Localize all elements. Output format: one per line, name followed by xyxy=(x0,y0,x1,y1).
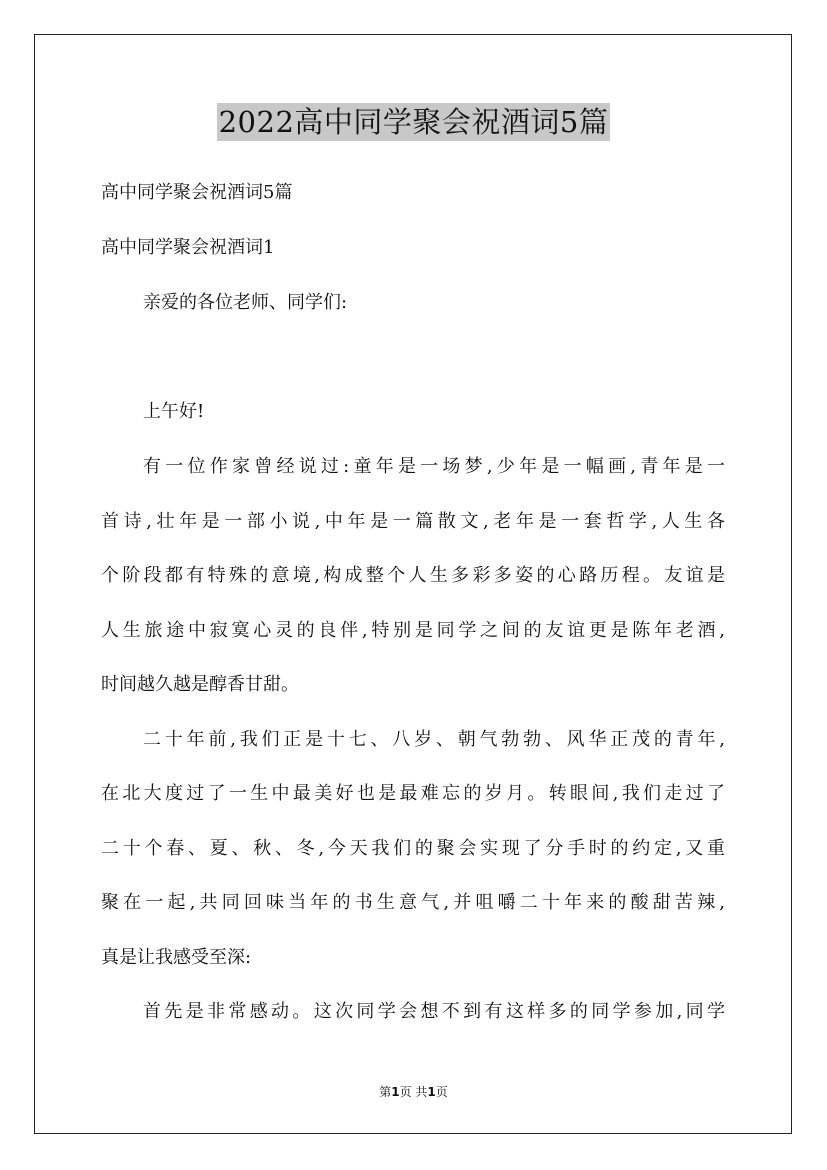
paragraph-line: 个阶段都有特殊的意境,构成整个人生多彩多姿的心路历程。友谊是 xyxy=(101,565,725,586)
paragraph-line: 人生旅途中寂寞心灵的良伴,特别是同学之间的友谊更是陈年老酒, xyxy=(101,620,725,641)
paragraph-line: 聚在一起,共同回味当年的书生意气,并咀嚼二十年来的酸甜苦辣, xyxy=(101,892,725,913)
title-wrap xyxy=(0,103,827,141)
paragraph-line: 时间越久越是醇香甘甜。 xyxy=(101,674,299,695)
page-footer xyxy=(0,1084,827,1100)
footer-page-suffix: 页 xyxy=(435,1085,448,1099)
paragraph-line: 二十个春、夏、秋、冬,今天我们的聚会实现了分手时的约定,又重 xyxy=(101,838,725,859)
paragraph-line: 二十年前,我们正是十七、八岁、朝气勃勃、风华正茂的青年, xyxy=(143,729,725,750)
footer-page-prefix: 第 xyxy=(379,1085,392,1099)
paragraph-line: 真是让我感受至深: xyxy=(101,947,252,968)
footer-page-total: 1 xyxy=(427,1085,436,1099)
document-title: 2022高中同学聚会祝酒词5篇 xyxy=(218,105,609,139)
section-heading: 高中同学聚会祝酒词1 xyxy=(101,237,275,258)
document-subtitle: 高中同学聚会祝酒词5篇 xyxy=(101,182,293,203)
salutation: 亲爱的各位老师、同学们: xyxy=(143,292,348,313)
paragraph-line: 有一位作家曾经说过:童年是一场梦,少年是一幅画,青年是一 xyxy=(143,456,725,477)
greeting: 上午好! xyxy=(143,401,205,422)
paragraph-line: 在北大度过了一生中最美好也是最难忘的岁月。转眼间,我们走过了 xyxy=(101,783,725,804)
paragraph-line: 首先是非常感动。这次同学会想不到有这样多的同学参加,同学 xyxy=(143,1001,725,1022)
footer-page-mid: 页 共 xyxy=(399,1085,428,1099)
paragraph-line: 首诗,壮年是一部小说,中年是一篇散文,老年是一套哲学,人生各 xyxy=(101,511,725,532)
footer-page-number: 1 xyxy=(391,1085,400,1099)
